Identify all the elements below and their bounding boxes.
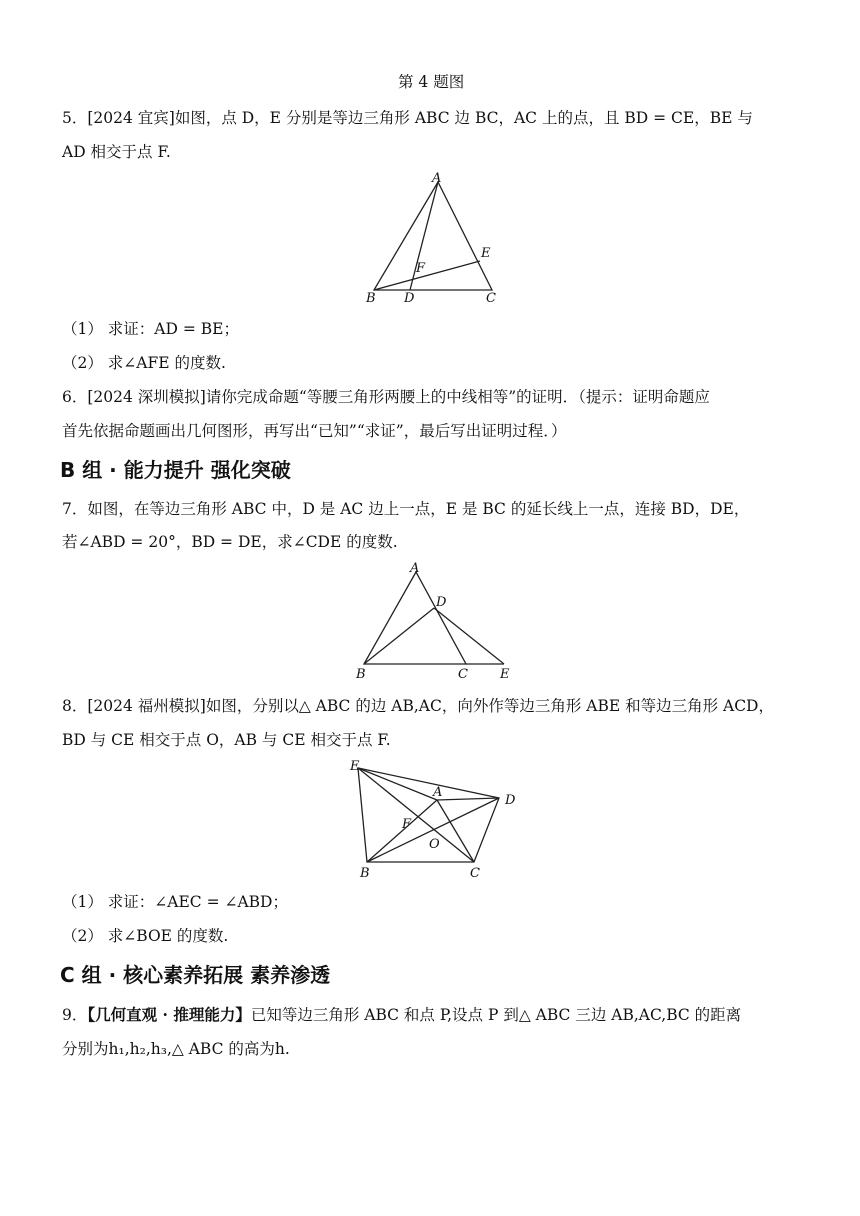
q9-ability-tag: 【几何直观 · 推理能力】	[87, 1005, 251, 1024]
q8-label-c: C	[470, 866, 480, 881]
q8-sub2: （2） 求∠BOE 的度数.	[62, 927, 229, 945]
q7-label-d: D	[436, 595, 447, 610]
q8-sub1: （1） 求证：∠AEC = ∠ABD；	[62, 893, 288, 911]
q5-figure	[364, 168, 514, 312]
section-heading-c: C 组 · 核心素养拓展 素养渗透	[60, 963, 331, 987]
q5-label-a: A	[432, 171, 442, 186]
figure-caption-q4: 第 4 题图	[398, 73, 465, 91]
q7-label-c: C	[458, 667, 468, 682]
q5-label-f: F	[416, 261, 426, 276]
q5-sub1: （1） 求证：AD = BE；	[62, 320, 239, 338]
q8-label-a: A	[433, 785, 443, 800]
q9-line1-text: 已知等边三角形 ABC 和点 P,设点 P 到△ ABC 三边 AB,AC,BC 的距离	[250, 1006, 742, 1024]
q5-line1: 5．[2024 宜宾]如图，点 D，E 分别是等边三角形 ABC 边 BC，AC 上的点，且 BD = CE，BE 与	[62, 109, 753, 127]
q8-label-e: E	[350, 759, 360, 774]
q5-sub2: （2） 求∠AFE 的度数.	[62, 354, 226, 372]
q5-line2: AD 相交于点 F.	[62, 143, 171, 161]
q5-label-d: D	[404, 291, 415, 306]
q9-line2: 分别为h₁,h₂,h₃,△ ABC 的高为h.	[62, 1040, 290, 1058]
q8-label-f: F	[402, 817, 412, 832]
section-heading-b: B 组 · 能力提升 强化突破	[60, 458, 291, 482]
q5-label-e: E	[481, 246, 491, 261]
q6-line2: 首先依据命题画出几何图形，再写出“已知”“求证”，最后写出证明过程．）	[62, 422, 567, 440]
q8-label-d: D	[505, 793, 516, 808]
q9-line1	[62, 1003, 741, 1025]
q7-line2: 若∠ABD = 20°，BD = DE，求∠CDE 的度数.	[62, 533, 398, 551]
q8-line2: BD 与 CE 相交于点 O，AB 与 CE 相交于点 F.	[62, 731, 391, 749]
q7-label-b: B	[356, 667, 366, 682]
q5-label-c: C	[486, 291, 496, 306]
q7-figure	[350, 560, 522, 688]
q7-line1: 7．如图，在等边三角形 ABC 中，D 是 AC 边上一点，E 是 BC 的延长线上一点，连接 BD，DE，	[62, 500, 750, 518]
q7-label-e: E	[500, 667, 510, 682]
q6-line1: 6．[2024 深圳模拟]请你完成命题“等腰三角形两腰上的中线相等”的证明．（提示：证明命题应	[62, 388, 710, 406]
q8-figure	[340, 756, 530, 886]
q9-number: 9．	[62, 1006, 88, 1024]
q8-line1: 8．[2024 福州模拟]如图，分别以△ ABC 的边 AB,AC，向外作等边三角形 ABE 和等边三角形 ACD，	[62, 697, 774, 715]
q8-label-o: O	[429, 837, 440, 852]
q5-label-b: B	[366, 291, 376, 306]
q7-label-a: A	[410, 561, 420, 576]
q8-label-b: B	[360, 866, 370, 881]
